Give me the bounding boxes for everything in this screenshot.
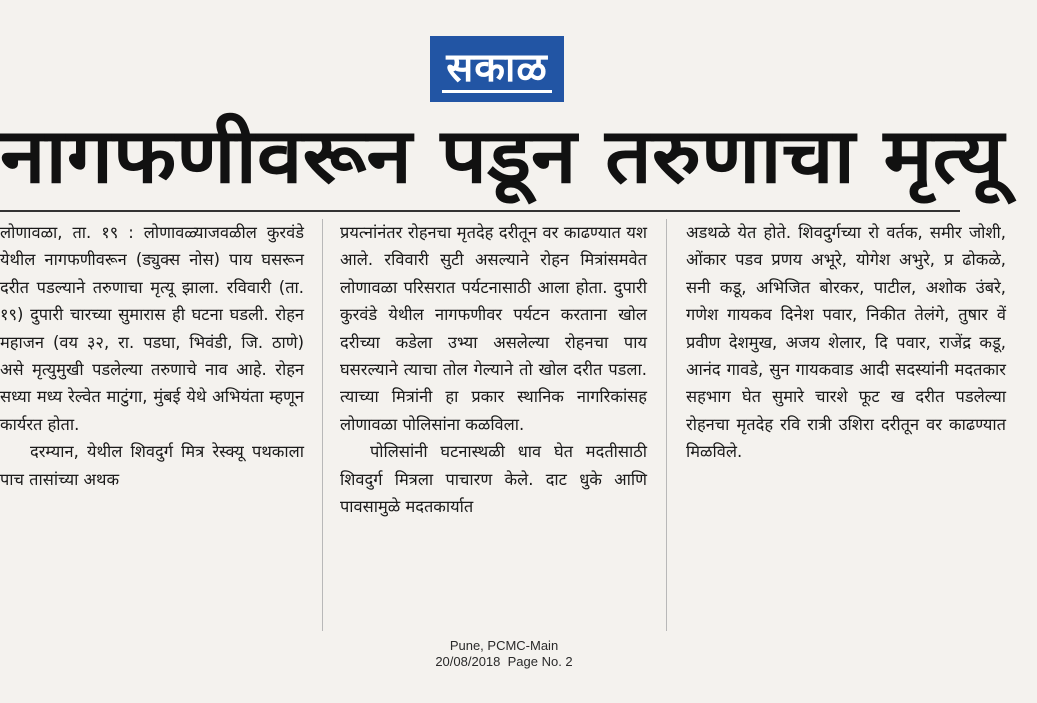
article-column-3	[686, 219, 1006, 466]
masthead-title: सकाळ	[442, 46, 552, 93]
article-paragraph: लोणावळा, ता. १९ : लोणावळ्याजवळील कुरवंडे येथील नागफणीवरून (ड्युक्स नोस) पाय घसरून दरीत पडल्याने तरुणाचा मृत्यू झाला. रविवारी (ता. १९) दुपारी चारच्या सुमारास ही घटना घडली. रोहन महाजन (वय ३२, रा. पडघा, भिवंडी, जि. ठाणे) असे मृत्युमुखी पडलेल्या तरुणाचे नाव आहे. रोहन सध्या मध्य रेल्वेत माटुंगा, मुंबई येथे अभियंता म्हणून कार्यरत होता.	[0, 223, 304, 434]
page-footer	[394, 638, 614, 670]
headline-divider	[0, 210, 960, 212]
article-paragraph: दरम्यान, येथील शिवदुर्ग मित्र रेस्क्यू पथकाला पाच तासांच्या अथक	[0, 442, 304, 489]
article-headline: नागफणीवरून पडून तरुणाचा मृत्यू	[0, 111, 1005, 200]
article-paragraph: अडथळे येत होते. शिवदुर्गच्या रो वर्तक, समीर जोशी, ओंकार पडव प्रणय अभूरे, योगेश अभुरे, प्र ढोकळे, सनी कडू, अभिजित बोरकर, पाटील, अशोक उंबरे, गणेश गायकव दिनेश पवार, निकीत तेलंगे, तुषार वें प्रवीण देशमुख, अजय शेलार, दि पवार, राजेंद्र कडू, आनंद गावडे, सुन गायकवाड आदी सदस्यांनी मदतकार सहभाग घेत सुमारे चारशे फूट ख दरीत पडलेल्या रोहनचा मृतदेह रवि रात्री उशिरा दरीतून वर काढण्यात मिळविले.	[686, 223, 1006, 462]
date-page-label: 20/08/2018 Page No. 2	[435, 654, 573, 669]
edition-label: Pune, PCMC-Main	[449, 638, 559, 653]
article-column-2	[340, 219, 647, 520]
article-column-1	[0, 219, 304, 493]
column-divider	[322, 219, 323, 631]
newspaper-masthead-logo	[430, 36, 564, 102]
article-paragraph: प्रयत्नांनंतर रोहनचा मृतदेह दरीतून वर काढण्यात यश आले. रविवारी सुटी असल्याने रोहन मित्रांसमवेत लोणावळा परिसरात पर्यटनासाठी आला होता. दुपारी कुरवंडे येथील नागफणीवर पर्यटन करताना खोल दरीच्या कडेला उभ्या असलेल्या रोहनचा पाय घसरल्याने त्याचा तोल गेल्याने तो खोल दरीत पडला. त्याच्या मित्रांनी हा प्रकार स्थानिक नागरिकांसह लोणावळा पोलिसांना कळविला.	[340, 223, 647, 434]
column-divider	[666, 219, 667, 631]
article-paragraph: पोलिसांनी घटनास्थळी धाव घेत मदतीसाठी शिवदुर्ग मित्रला पाचारण केले. दाट धुके आणि पावसामुळे मदतकार्यात	[340, 442, 647, 517]
